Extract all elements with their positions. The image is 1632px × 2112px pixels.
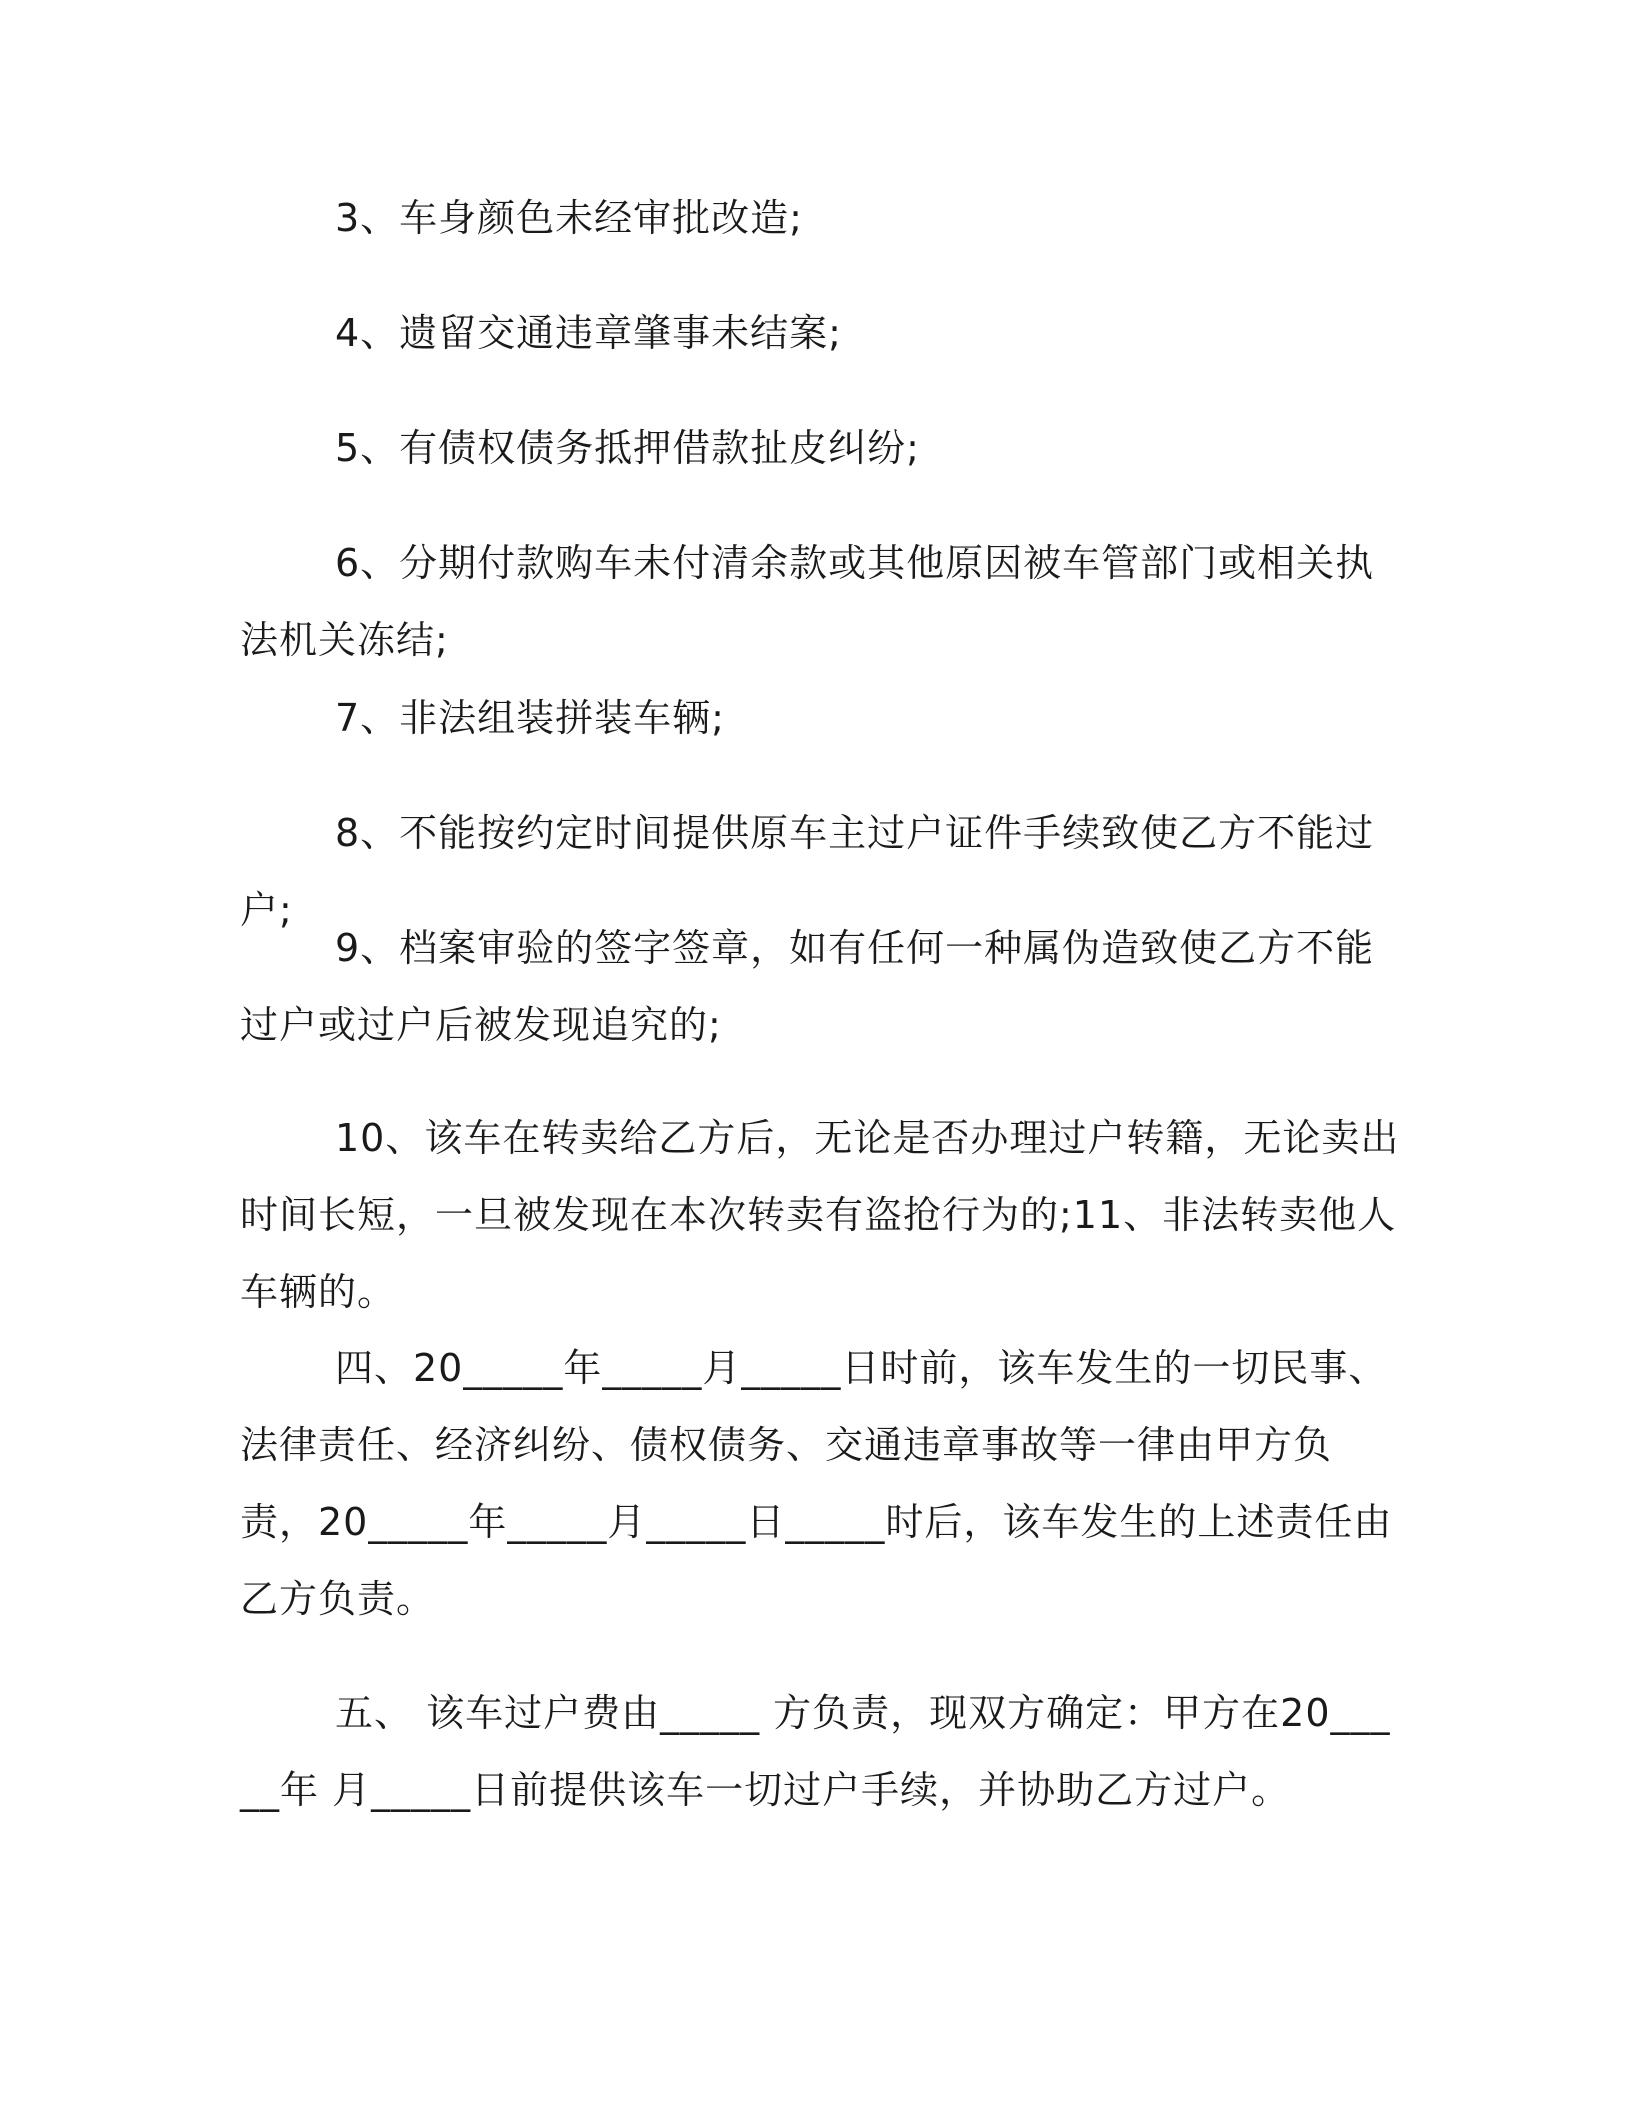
clause-8: 8、不能按约定时间提供原车主过户证件手续致使乙方不能过户; <box>240 811 1375 932</box>
section-five-transfer-fee: 五、 该车过户费由_____ 方负责，现双方确定：甲方在20_____年 月_____日前提供该车一切过户手续，并协助乙方过户。 <box>240 1691 1391 1812</box>
section-four-liability: 四、20_____年_____月_____日时前，该车发生的一切民事、法律责任、经济纠纷、债权债务、交通违章事故等一律由甲方负责，20_____年_____月_____日_____时后，该车发生的上述责任由乙方负责。 <box>240 1346 1393 1621</box>
clause-6: 6、分期付款购车未付清余款或其他原因被车管部门或相关执法机关冻结; <box>240 541 1375 662</box>
clause-9: 9、档案审验的签字签章，如有任何一种属伪造致使乙方不能过户或过户后被发现追究的; <box>240 926 1375 1047</box>
clause-4: 4、遗留交通违章肇事未结案; <box>335 311 842 355</box>
clause-10-11: 10、该车在转卖给乙方后，无论是否办理过户转籍，无论卖出时间长短，一旦被发现在本次转卖有盗抢行为的;11、非法转卖他人车辆的。 <box>240 1116 1400 1314</box>
clause-5: 5、有债权债务抵押借款扯皮纠纷; <box>335 426 920 470</box>
clause-7: 7、非法组装拼装车辆; <box>335 696 725 740</box>
clause-3: 3、车身颜色未经审批改造; <box>335 196 803 240</box>
